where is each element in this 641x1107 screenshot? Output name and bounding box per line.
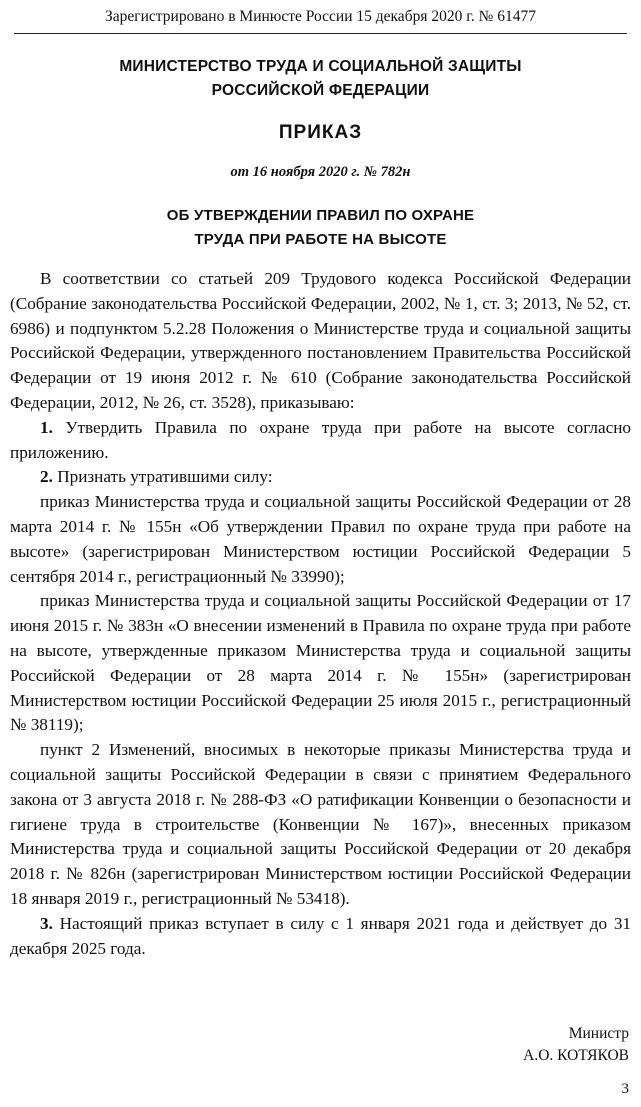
item-number: 1. (40, 417, 53, 437)
paragraph-repealed-order-2: приказ Министерства труда и социальной защиты Российской Федерации от 17 июня 2015 г. № 383н «О внесении изменений в Правила по охране труда при работе на высоте, утвержденные приказом Министерства труда и социальной защиты Российской Федерации от 28 марта 2014 г. № 155н» (зарегистрирован Министерством юстиции Российской Федерации 25 июля 2015 г., регистрационный № 38119); (10, 591, 631, 735)
order-body (10, 267, 631, 961)
signatory-position: Министр (568, 1025, 629, 1042)
paragraph-item-3: 3. Настоящий приказ вступает в силу с 1 января 2021 года и действует до 31 декабря 2025 года. (10, 913, 632, 958)
signatory-name: А.О. КОТЯКОВ (523, 1047, 629, 1064)
subject-line-2: ТРУДА ПРИ РАБОТЕ НА ВЫСОТЕ (194, 231, 447, 248)
paragraph-repealed-order-1: приказ Министерства труда и социальной защиты Российской Федерации от 28 марта 2014 г. № 155н «Об утверждении Правил по охране труда при работе на высоте» (зарегистрирован Министерством юстиции Российской Федерации 5 сентября 2014 г., регистрационный № 33990); (10, 492, 631, 586)
paragraph-item-1: 1. Утвердить Правила по охране труда при работе на высоте согласно приложению. (10, 417, 632, 462)
ministry-heading (0, 55, 641, 103)
registration-header: Зарегистрировано в Минюсте России 15 декабря 2020 г. № 61477 (14, 8, 627, 34)
order-date: от 16 ноября 2020 г. № 782н (230, 164, 411, 180)
ministry-line-1: МИНИСТЕРСТВО ТРУДА И СОЦИАЛЬНОЙ ЗАЩИТЫ (119, 58, 522, 75)
paragraph-repealed-item: пункт 2 Изменений, вносимых в некоторые приказы Министерства труда и социальной защиты Российской Федерации в связи с принятием Федерального закона от 3 августа 2018 г. № 288-ФЗ «О ратификации Конвенции о безопасности и гигиене труда в строительстве (Конвенции № 167)», внесенных приказом Министерства труда и социальной защиты Российской Федерации от 20 декабря 2018 г. № 826н (зарегистрирован Министерством юстиции Российской Федерации 18 января 2019 г., регистрационный № 53418). (10, 740, 631, 908)
paragraph-item-2: 2. Признать утратившими силу: (40, 467, 273, 487)
page-number: 3 (621, 1081, 629, 1097)
item-number: 2. (40, 467, 53, 487)
order-subject (0, 204, 641, 252)
ministry-line-2: РОССИЙСКОЙ ФЕДЕРАЦИИ (211, 82, 430, 99)
signature-block (523, 1023, 629, 1067)
item-number: 3. (40, 913, 53, 933)
paragraph-preamble: В соответствии со статьей 209 Трудового кодекса Российской Федерации (Собрание законодательства Российской Федерации, 2002, № 1, ст. 3; 2013, № 52, ст. 6986) и подпунктом 5.2.28 Положения о Министерстве труда и социальной защиты Российской Федерации, утвержденного постановлением Правительства Российской Федерации от 19 июня 2012 г. № 610 (Собрание законодательства Российской Федерации, 2012, № 26, ст. 3528), приказываю: (10, 269, 631, 412)
subject-line-1: ОБ УТВЕРЖДЕНИИ ПРАВИЛ ПО ОХРАНЕ (166, 207, 475, 224)
order-title: ПРИКАЗ (278, 122, 363, 143)
